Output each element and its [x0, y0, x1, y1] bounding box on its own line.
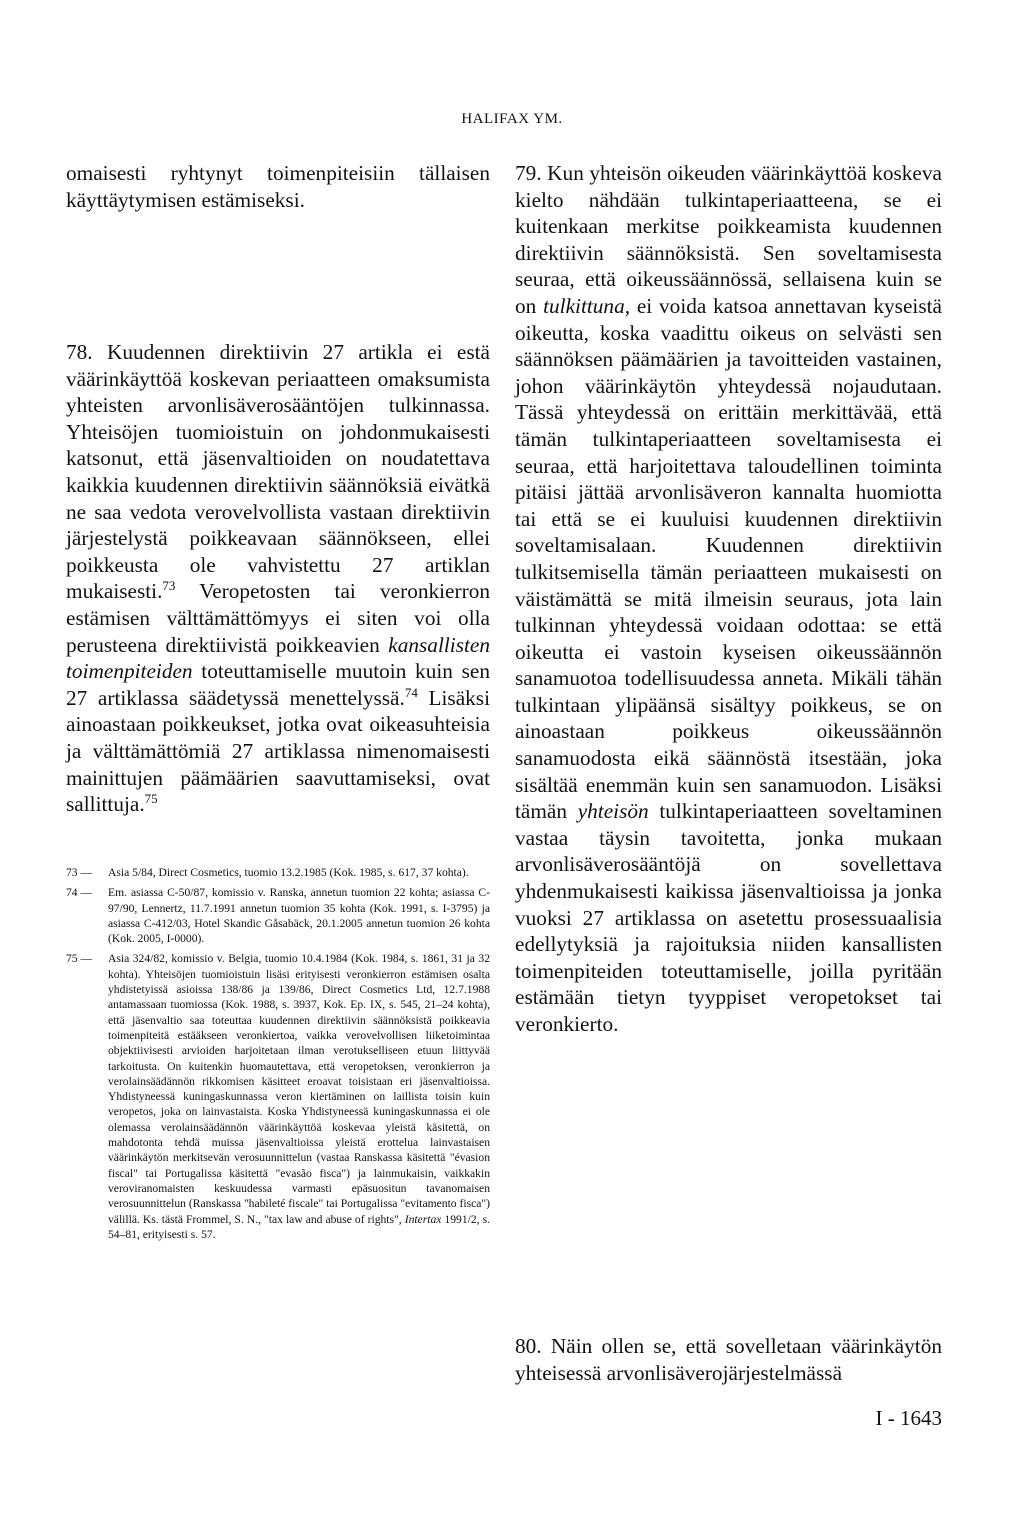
footnote-75 [66, 951, 490, 1242]
para78-text-3: Lisäksi ainoastaan poikkeukset, jotka ovat oikeasuhteisia ja välttämättömiä 27 artiklassa nimenomaisesti mainittujen päämäärien saavuttamiseksi, ovat sallittuja. [66, 685, 491, 817]
running-header: HALIFAX YM. [461, 111, 563, 127]
footnote-text-b: 1991/2, s. 54–81, erityisesti s. 57. [108, 1212, 490, 1241]
footnote-ref-74: 74 [404, 684, 418, 700]
footnotes [66, 865, 490, 1247]
footnote-ref-75: 75 [144, 791, 158, 806]
footnote-text-a: Asia 324/82, komissio v. Belgia, tuomio 10.4.1984 (Kok. 1984, s. 1861, 31 ja 32 kohta). Yhteisöjen tuomioistuin lisäsi erityisesti veronkierron estämisen osalta yhdistetyissä asioissa 138/86 ja 139/86, Direct Cosmetics Ltd, 12.7.1988 antamassaan tuomiossa (Kok. 1988, s. 3937, Kok. Ep. IX, s. 545, 21–24 kohta), että jäsenvaltio saa toteuttaa kuudennen direktiivin säännöksistä poikkeavia toimenpiteitä estääkseen veronkiertoa, vaikka verovelvollisen liiketoimintaa objektiivisesti arvioiden harjoitetaan ilman verotukselliseen etuun liittyvää tarkoitusta. On kuitenkin huomautettava, että veropetoksen, veronkierron ja verolainsäädännön rikkomisen käsitteet eroavat toisistaan eri jäsenvaltioissa. Yhdistyneessä kuningaskunnassa veron kiertäminen on laillista toisin kuin veropetos, joka on lainvastaista. Koska Yhdistyneessä kuningaskunnassa ei ole olemassa verolainsäädännön väärinkäyttöä koskevaa yleistä käsitettä, on mahdotonta tehdä muissa jäsenvaltioissa yleistä erottelua lainvastaisen väärinkäytön merkitsevän verosuunnittelun (vastaa Ranskassa käsitettä "évasion fiscal" tai Portugalissa käsitettä "evasão fisca") ja lainmukaisin, vaikkakin veroviranomaisten keskuudessa varmasti epäsuositun tavanomaisen verosuunnittelun (Ranskassa "habileté fiscale" tai Portugalissa "evitamento fisca") välillä. Ks. tästä Frommel, S. N., "tax law and abuse of rights", [108, 952, 490, 1226]
footnote-text: Asia 5/84, Direct Cosmetics, tuomio 13.2.1985 (Kok. 1985, s. 617, 37 kohta). [108, 866, 469, 879]
intro-paragraph: omaisesti ryhtynyt toimenpiteisiin tällaisen käyttäytymisen estämiseksi. [66, 161, 490, 212]
right-column-para80 [515, 1333, 942, 1386]
para78-text-1: 78. Kuudennen direktiivin 27 artikla ei estä väärinkäyttöä koskevan periaatteen omaksumista yhteisten arvonlisäverosääntöjen tulkinnassa. Yhteisöjen tuomioistuin on johdonmukaisesti katsonut, että jäsenvaltioiden on noudatettava kaikkia kuudennen direktiivin säännöksiä eivätkä ne saa vedota verovelvollista vastaan direktiivin järjestelystä poikkeavaan säännökseen, ellei poikkeusta ole vahvistettu 27 artiklan mukaisesti. [66, 340, 490, 604]
left-column [66, 160, 490, 213]
left-column-para78 [66, 339, 490, 818]
para78-text-2a: Veropetosten tai veronkierron estämisen välttämättömyys ei siten voi olla perusteena direktiivistä poikkeavien [66, 579, 490, 657]
paragraph-79 [515, 160, 942, 1038]
right-column [515, 160, 942, 1038]
footnote-italic: Intertax [404, 1212, 442, 1226]
footnote-74 [66, 885, 490, 946]
para78-text-2b: toteuttamiselle muutoin kuin sen 27 artiklassa säädetyssä menettelyssä. [66, 659, 490, 710]
para79-italic-1: tulkittuna, [543, 293, 631, 318]
para79-text-2: ei voida katsoa annettavan kyseistä oikeutta, koska vaadittu oikeus on selvästi sen säännöksen päämäärien ja tavoitteiden vastainen, johon väärinkäytön yhteydessä nojaudutaan. Tässä yhteydessä on erittäin merkittävää, että tämän tulkintaperiaatteen soveltamisesta ei seuraa, että harjoitettava taloudellinen toiminta pitäisi jättää arvonlisäveron kannalta huomiotta tai että se ei kuuluisi kuudennen direktiivin soveltamisalaan. Kuudennen direktiivin tulkitsemisella tämän periaatteen mukaisesti on väistämättä se mitä ilmeisin seuraus, jota lain tulkinnan yhteydessä voidaan odottaa: se että oikeutta ei vastoin kyseisen oikeussäännön sanamuotoa todellisuudessa anneta. Mikäli tähän tulkintaan ylipäänsä sisältyy poikkeus, se on ainoastaan poikkeus oikeussäännön sanamuodosta eikä säännöstä itsestään, joka sisältää enemmän kuin sen sanamuodon. Lisäksi tämän [515, 293, 942, 824]
footnote-text [108, 951, 490, 1242]
paragraph-78 [66, 339, 490, 818]
footnote-ref-73: 73 [162, 578, 176, 594]
para78-italic-1: kansallisten toimenpiteiden [66, 632, 491, 684]
footnote-number: 74 — [66, 886, 93, 900]
paragraph-80: 80. Näin ollen se, että sovelletaan väärinkäytön yhteisessä arvonlisäverojärjestelmässä [515, 1334, 942, 1385]
para79-text-3: tulkintaperiaatteen soveltaminen vastaa täysin tavoitetta, jonka mukaan arvonlisäverosääntöjä on sovellettava yhdenmukaisesti kaikissa jäsenvaltioissa ja jonka vuoksi 27 artiklassa on asetettu prosessuaalisia edellytyksiä ja rajoituksia niiden kansallisten toimenpiteiden toteuttamiselle, joilla pyritään estämään tietyn tyyppiset veropetokset tai veronkierto. [515, 799, 943, 1036]
footnote-number: 73 — [66, 866, 93, 879]
para79-italic-2: yhteisön [577, 799, 649, 824]
footnote-text: Em. asiassa C-50/87, komissio v. Ranska, annetun tuomion 22 kohta; asiassa C-97/90, Lennertz, 11.7.1991 annetun tuomion 35 kohta (Kok. 1991, s. I-3795) ja asiassa C-412/03, Hotel Skandic Gåsabäck, 20.1.2005 annetun tuomion 26 kohta (Kok. 2005, I-0000). [108, 886, 490, 946]
footnote-number: 75 — [66, 952, 93, 966]
para79-text-1: 79. Kun yhteisön oikeuden väärinkäyttöä koskeva kielto nähdään tulkintaperiaatteena, se ei kuitenkaan merkitse poikkeamista kuudennen direktiivin säännöksistä. Sen soveltamisesta seuraa, että oikeussäännössä, sellaisena kuin se on [515, 161, 942, 318]
footnote-73 [66, 865, 490, 880]
page-number: I - 1643 [875, 1406, 942, 1430]
